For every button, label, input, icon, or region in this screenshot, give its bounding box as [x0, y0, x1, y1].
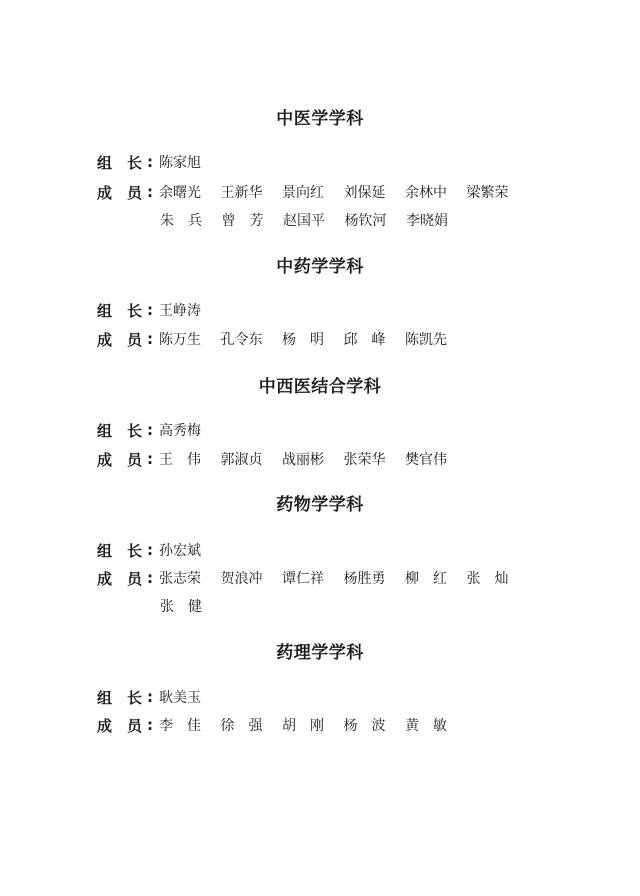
member-name: 刘保延 [343, 185, 386, 201]
leader-label-char1: 组 [97, 541, 113, 560]
members-label-char2: 员 [127, 183, 143, 202]
leader-label-char1: 组 [97, 301, 113, 320]
section-title-tcm: 中医学学科 [276, 109, 364, 129]
leader-label [97, 152, 159, 173]
label-colon: : [147, 183, 153, 201]
member-name: 杨 明 [282, 332, 324, 348]
members-row-tcm-cont [160, 208, 468, 232]
member-name: 景向红 [282, 185, 324, 201]
member-name: 张 健 [160, 599, 202, 615]
label-colon: : [147, 421, 153, 439]
leader-label-char1: 组 [97, 153, 113, 172]
member-name: 余林中 [405, 185, 447, 201]
member-name: 胡 刚 [282, 718, 324, 734]
members-label [97, 568, 159, 589]
label-colon: : [147, 330, 153, 348]
leader-label-char2: 长 [127, 541, 143, 560]
leader-row-cmm [97, 298, 221, 322]
member-name: 梁繁荣 [466, 185, 509, 201]
member-name: 张 灿 [466, 571, 509, 587]
members-label-char2: 员 [127, 330, 143, 349]
member-name: 张荣华 [343, 452, 386, 468]
leader-label-char2: 长 [127, 301, 143, 320]
member-name: 谭仁祥 [282, 571, 324, 587]
members-label [97, 715, 159, 736]
members-row-pharmacology [97, 713, 467, 737]
member-name: 郭淑贞 [220, 452, 263, 468]
members-label-char2: 员 [127, 716, 143, 735]
members-label [97, 329, 159, 350]
members-row-integrated [97, 447, 467, 471]
member-name: 孔令东 [220, 332, 263, 348]
section-title-pharmacy: 药物学学科 [276, 495, 364, 515]
member-name: 杨胜勇 [343, 571, 386, 587]
leader-row-pharmacy [97, 538, 221, 562]
member-name: 朱 兵 [160, 213, 202, 229]
member-name: 曾 芳 [221, 213, 264, 229]
leader-row-integrated [97, 418, 221, 442]
leader-label [97, 300, 159, 321]
member-name: 邱 峰 [343, 332, 386, 348]
members-label [97, 449, 159, 470]
section-title-pharmacology: 药理学学科 [276, 643, 364, 663]
members-label-char1: 成 [97, 569, 113, 588]
leader-row-tcm [97, 150, 221, 174]
leader-name: 孙宏斌 [159, 543, 201, 559]
leader-label [97, 420, 159, 441]
members-label-char1: 成 [97, 330, 113, 349]
member-name: 王 伟 [159, 452, 201, 468]
label-colon: : [147, 301, 153, 319]
leader-name: 耿美玉 [159, 690, 201, 706]
member-name: 李晓娟 [406, 213, 448, 229]
members-row-tcm [97, 180, 528, 204]
member-name: 李 佳 [159, 718, 201, 734]
member-name: 张志荣 [159, 571, 201, 587]
members-row-pharmacy [97, 566, 528, 590]
member-name: 赵国平 [283, 213, 325, 229]
leader-name: 高秀梅 [159, 423, 201, 439]
member-name: 柳 红 [405, 571, 447, 587]
member-name: 王新华 [220, 185, 263, 201]
section-title-integrated-medicine: 中西医结合学科 [258, 377, 382, 397]
members-label-char1: 成 [97, 183, 113, 202]
members-row-pharmacy-cont [160, 594, 222, 618]
leader-row-pharmacology [97, 685, 221, 709]
member-name: 杨 波 [343, 718, 386, 734]
leader-label-char1: 组 [97, 421, 113, 440]
members-label-char1: 成 [97, 450, 113, 469]
leader-label-char2: 长 [127, 421, 143, 440]
member-name: 余曙光 [159, 185, 201, 201]
member-name: 战丽彬 [282, 452, 324, 468]
member-name: 樊官伟 [405, 452, 447, 468]
leader-name: 陈家旭 [159, 155, 201, 171]
members-label-char1: 成 [97, 716, 113, 735]
members-label [97, 182, 159, 203]
member-name: 陈万生 [159, 332, 201, 348]
label-colon: : [147, 153, 153, 171]
member-name: 黄 敏 [405, 718, 447, 734]
section-title-chinese-materia-medica: 中药学学科 [276, 257, 364, 277]
member-name: 陈凯先 [405, 332, 447, 348]
member-name: 杨钦河 [344, 213, 387, 229]
member-name: 贺浪冲 [220, 571, 263, 587]
label-colon: : [147, 716, 153, 734]
label-colon: : [147, 569, 153, 587]
label-colon: : [147, 688, 153, 706]
members-label-char2: 员 [127, 450, 143, 469]
label-colon: : [147, 450, 153, 468]
label-colon: : [147, 541, 153, 559]
leader-label [97, 687, 159, 708]
members-row-cmm [97, 327, 467, 351]
leader-label-char1: 组 [97, 688, 113, 707]
leader-label-char2: 长 [127, 688, 143, 707]
leader-name: 王峥涛 [159, 303, 201, 319]
member-name: 徐 强 [220, 718, 263, 734]
leader-label [97, 540, 159, 561]
leader-label-char2: 长 [127, 153, 143, 172]
members-label-char2: 员 [127, 569, 143, 588]
